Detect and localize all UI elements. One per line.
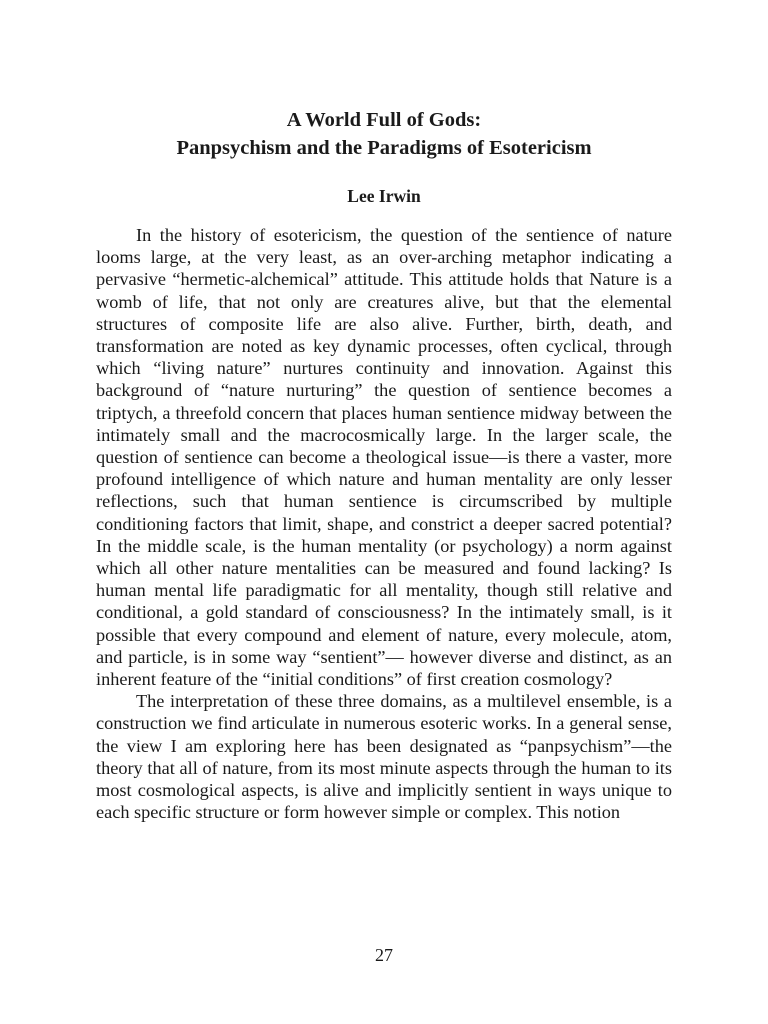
title-line-1: A World Full of Gods:	[286, 109, 482, 131]
book-page	[96, 106, 672, 823]
article-body	[96, 224, 672, 823]
body-paragraph-1: In the history of esotericism, the question of the sentience of nature looms large, at the very least, as an over-arching metaphor indicating a pervasive “hermetic-alchemical” attitude. This attitude holds that Nature is a womb of life, that not only are creatures alive, but that the elemental structures of composite life are also alive. Further, birth, death, and transformation are noted as key dynamic processes, often cyclical, through which “living nature” nurtures continuity and innovation. Against this background of “nature nurturing” the question of sentience becomes a triptych, a threefold concern that places human sentience midway between the intimately small and the macrocosmically large. In the larger scale, the question of sentience can become a theological issue—is there a vaster, more profound intelligence of which nature and human mentality are only lesser reflections, such that human sentience is circumscribed by multiple conditioning factors that limit, shape, and constrict a deeper sacred potential? In the middle scale, is the human mentality (or psychology) a norm against which all other nature mentalities can be measured and found lacking? Is human mental life paradigmatic for all mentality, though still relative and conditional, a gold standard of consciousness? In the intimately small, is it possible that every compound and element of nature, every molecule, atom, and particle, is in some way “sentient”— however diverse and distinct, as an inherent feature of the “initial conditions” of first creation cosmology?	[96, 225, 672, 690]
title-line-2: Panpsychism and the Paradigms of Esotericism	[176, 137, 592, 159]
page-number: 27	[375, 945, 393, 965]
article-title	[96, 106, 672, 162]
author-name: Lee Irwin	[347, 186, 421, 206]
body-paragraph-2: The interpretation of these three domains, as a multilevel ensemble, is a construction we find articulate in numerous esoteric works. In a general sense, the view I am exploring here has been designated as “panpsychism”—the theory that all of nature, from its most minute aspects through the human to its most cosmological aspects, is alive and implicitly sentient in ways unique to each specific structure or form however simple or complex. This notion	[96, 691, 672, 823]
